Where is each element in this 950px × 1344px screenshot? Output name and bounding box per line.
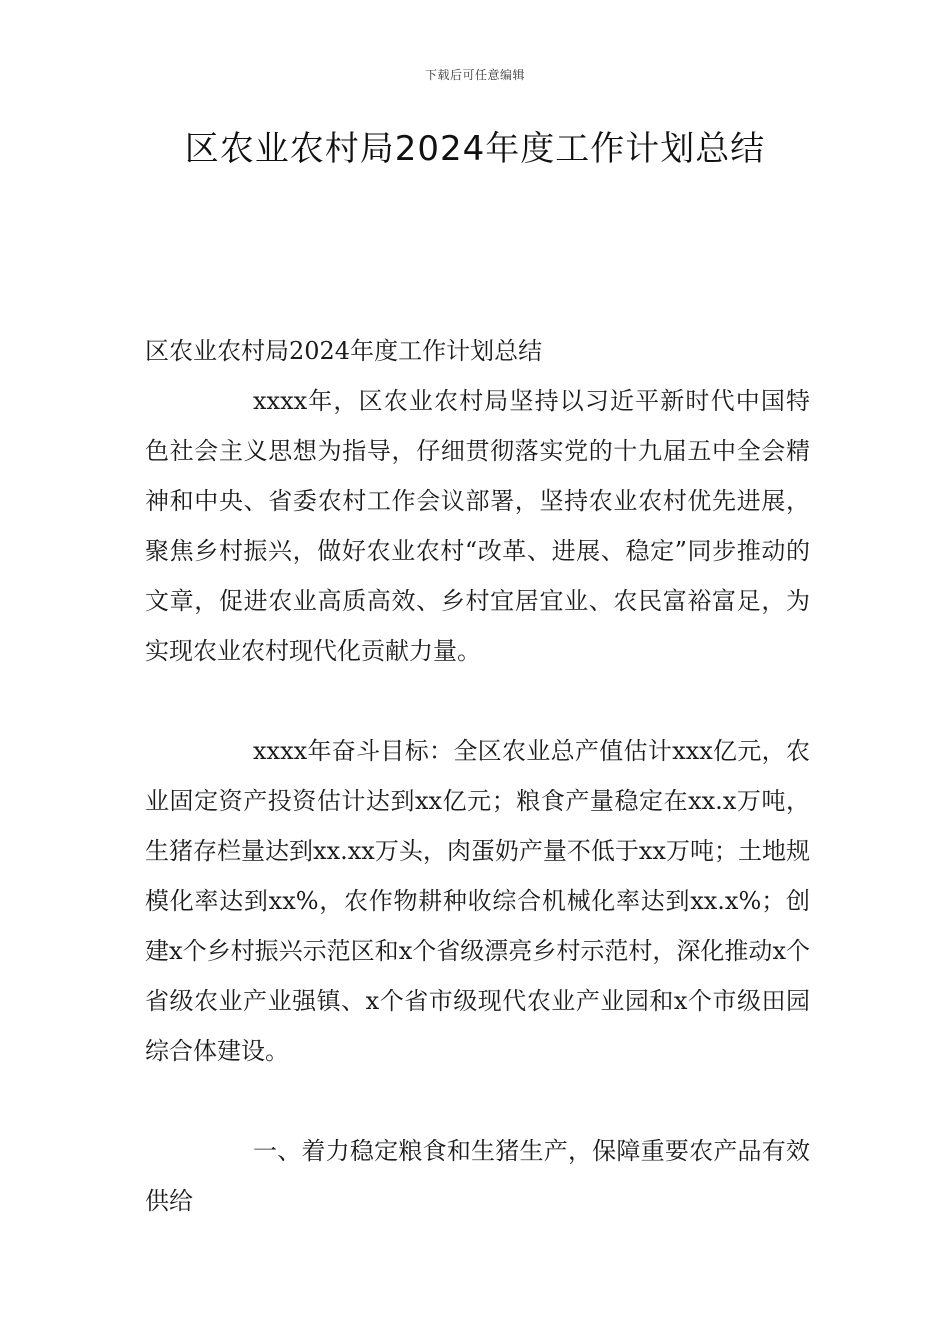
document-body — [145, 326, 810, 1226]
paragraph-intro: xxxx年，区农业农村局坚持以习近平新时代中国特色社会主义思想为指导，仔细贯彻落实党的十九届五中全会精神和中央、省委农村工作会议部署，坚持农业农村优先进展，聚焦乡村振兴，做好农业农村“改革、进展、稳定”同步推动的文章，促进农业高质高效、乡村宜居宜业、农民富裕富足，为实现农业农村现代化贡献力量。 — [145, 387, 810, 665]
document-subtitle: 区农业农村局2024年度工作计划总结 — [145, 337, 543, 365]
section-heading-1: 一、着力稳定粮食和生猪生产，保障重要农产品有效供给 — [145, 1137, 810, 1215]
page-title: 区农业农村局2024年度工作计划总结 — [184, 129, 766, 169]
paragraph-goals: xxxx年奋斗目标：全区农业总产值估计xxx亿元，农业固定资产投资估计达到xx亿元；粮食产量稳定在xx.x万吨，生猪存栏量达到xx.xx万头，肉蛋奶产量不低于xx万吨；土地规模化率达到xx%，农作物耕种收综合机械化率达到xx.x%；创建x个乡村振兴示范区和x个省级漂亮乡村示范村，深化推动x个省级农业产业强镇、x个省市级现代农业产业园和x个市级田园综合体建设。 — [145, 737, 810, 1065]
header-note: 下载后可任意编辑 — [424, 68, 525, 82]
